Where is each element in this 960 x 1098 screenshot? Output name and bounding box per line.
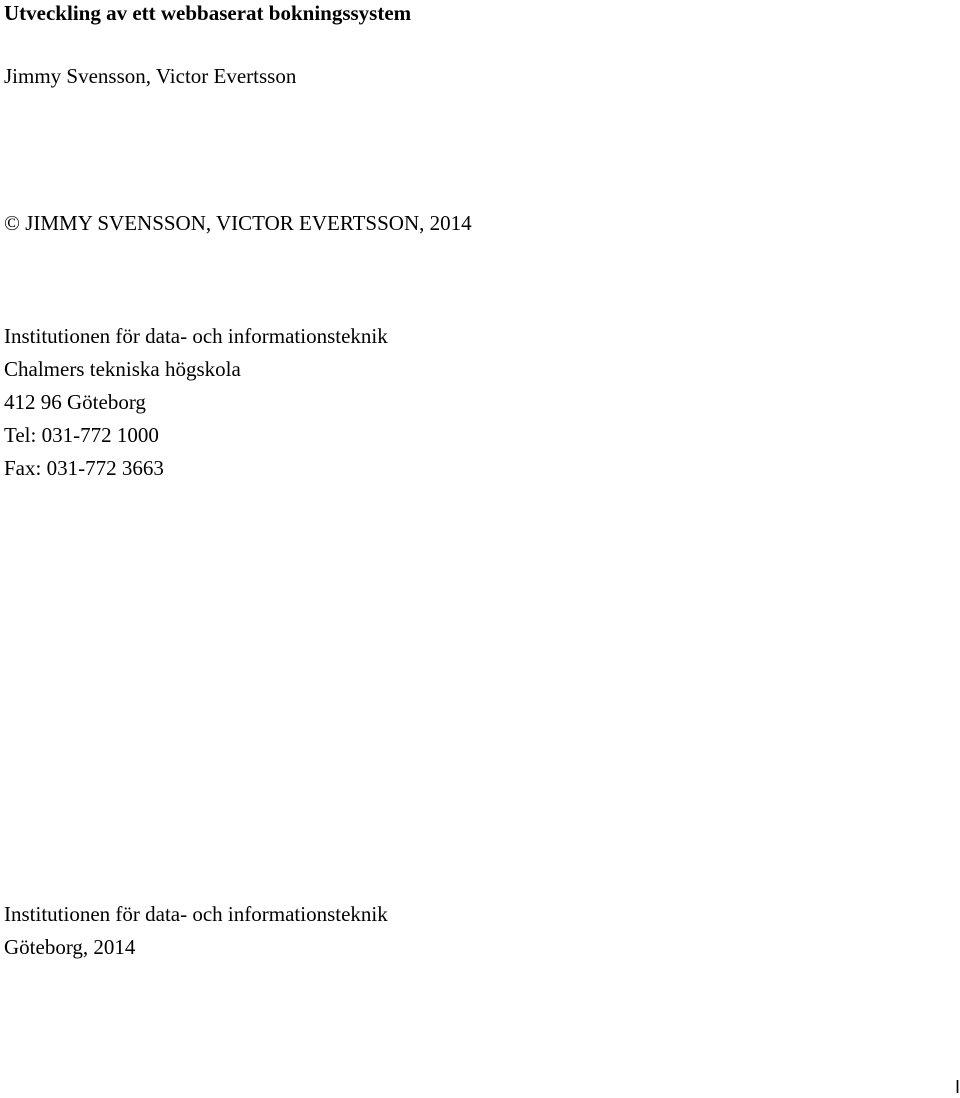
postal-address: 412 96 Göteborg (4, 390, 146, 414)
footer-department: Institutionen för data- och informationsteknik (4, 902, 388, 926)
copyright-notice: © JIMMY SVENSSON, VICTOR EVERTSSON, 2014 (4, 211, 472, 235)
document-title: Utveckling av ett webbaserat bokningssystem (4, 1, 412, 25)
institution-address (4, 320, 388, 485)
university-name: Chalmers tekniska högskola (4, 357, 241, 381)
authors-line: Jimmy Svensson, Victor Evertsson (4, 64, 297, 88)
footer-place-year: Göteborg, 2014 (4, 935, 136, 959)
phone-number: Tel: 031-772 1000 (4, 423, 159, 447)
page-number: I (955, 1077, 960, 1097)
department-name: Institutionen för data- och informationsteknik (4, 324, 388, 348)
fax-number: Fax: 031-772 3663 (4, 456, 164, 480)
footer (4, 898, 388, 964)
